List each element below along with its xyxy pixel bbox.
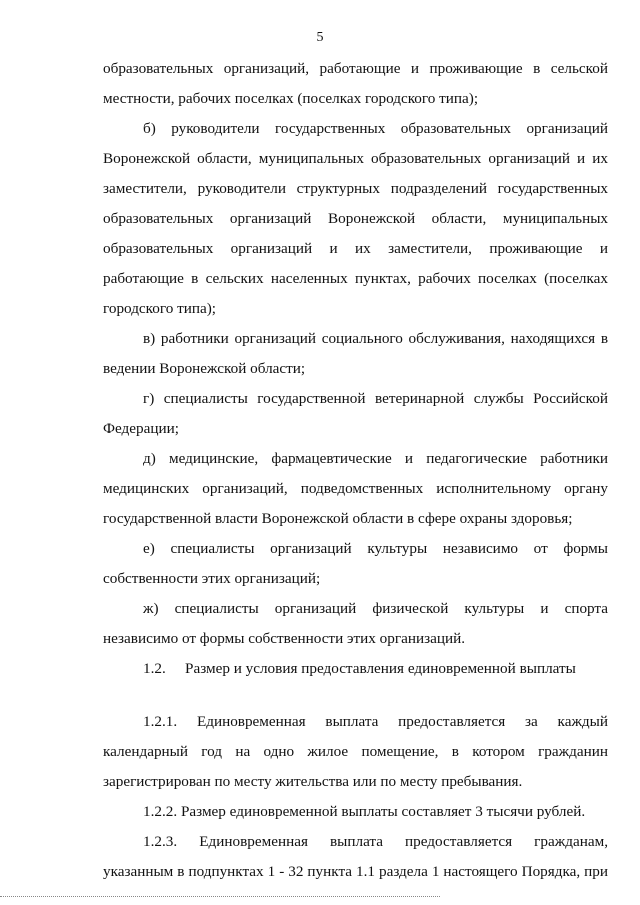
- page-number: 5: [316, 30, 324, 45]
- paragraph-continuation: образовательных организаций, работающие и проживающие в сельской местности, рабочих поселках (поселках городского типа);: [103, 60, 608, 107]
- section-title: Размер и условия предоставления единовременной выплаты: [185, 660, 576, 677]
- paragraph-item-d: д) медицинские, фармацевтические и педагогические работники медицинских организаций, подведомственных исполнительному органу государственной власти Воронежской области в сфере охраны здоровья;: [103, 450, 608, 527]
- clause-1-2-2: 1.2.2. Размер единовременной выплаты составляет 3 тысячи рублей.: [143, 803, 586, 820]
- paragraph-item-v: в) работники организаций социального обслуживания, находящихся в ведении Воронежской области;: [103, 330, 608, 377]
- section-heading: [103, 654, 608, 684]
- document-body: [103, 54, 608, 887]
- clause-1-2-3: 1.2.3. Единовременная выплата предоставляется гражданам, указанным в подпунктах 1 - 32 пункта 1.1 раздела 1 настоящего Порядка, при: [103, 833, 608, 880]
- paragraph-item-g: г) специалисты государственной ветеринарной службы Российской Федерации;: [103, 390, 608, 437]
- paragraph-item-e: е) специалисты организаций культуры независимо от формы собственности этих организаций;: [103, 540, 608, 587]
- paragraph-item-zh: ж) специалисты организаций физической культуры и спорта независимо от формы собственности этих организаций.: [103, 600, 608, 647]
- clause-1-2-1: 1.2.1. Единовременная выплата предоставляется за каждый календарный год на одно жилое помещение, в котором гражданин зарегистрирован по месту жительства или по месту пребывания.: [103, 713, 608, 790]
- paragraph-item-b: б) руководители государственных образовательных организаций Воронежской области, муниципальных образовательных организаций и их заместители, руководители структурных подразделений государственных образовательных организаций Воронежской области, муниципальных образовательных организаций и их заместители, проживающие и работающие в сельских населенных пунктах, рабочих поселках (поселках городского типа);: [103, 120, 608, 317]
- section-number: 1.2.: [143, 660, 166, 677]
- scan-artifact-line: [0, 896, 440, 897]
